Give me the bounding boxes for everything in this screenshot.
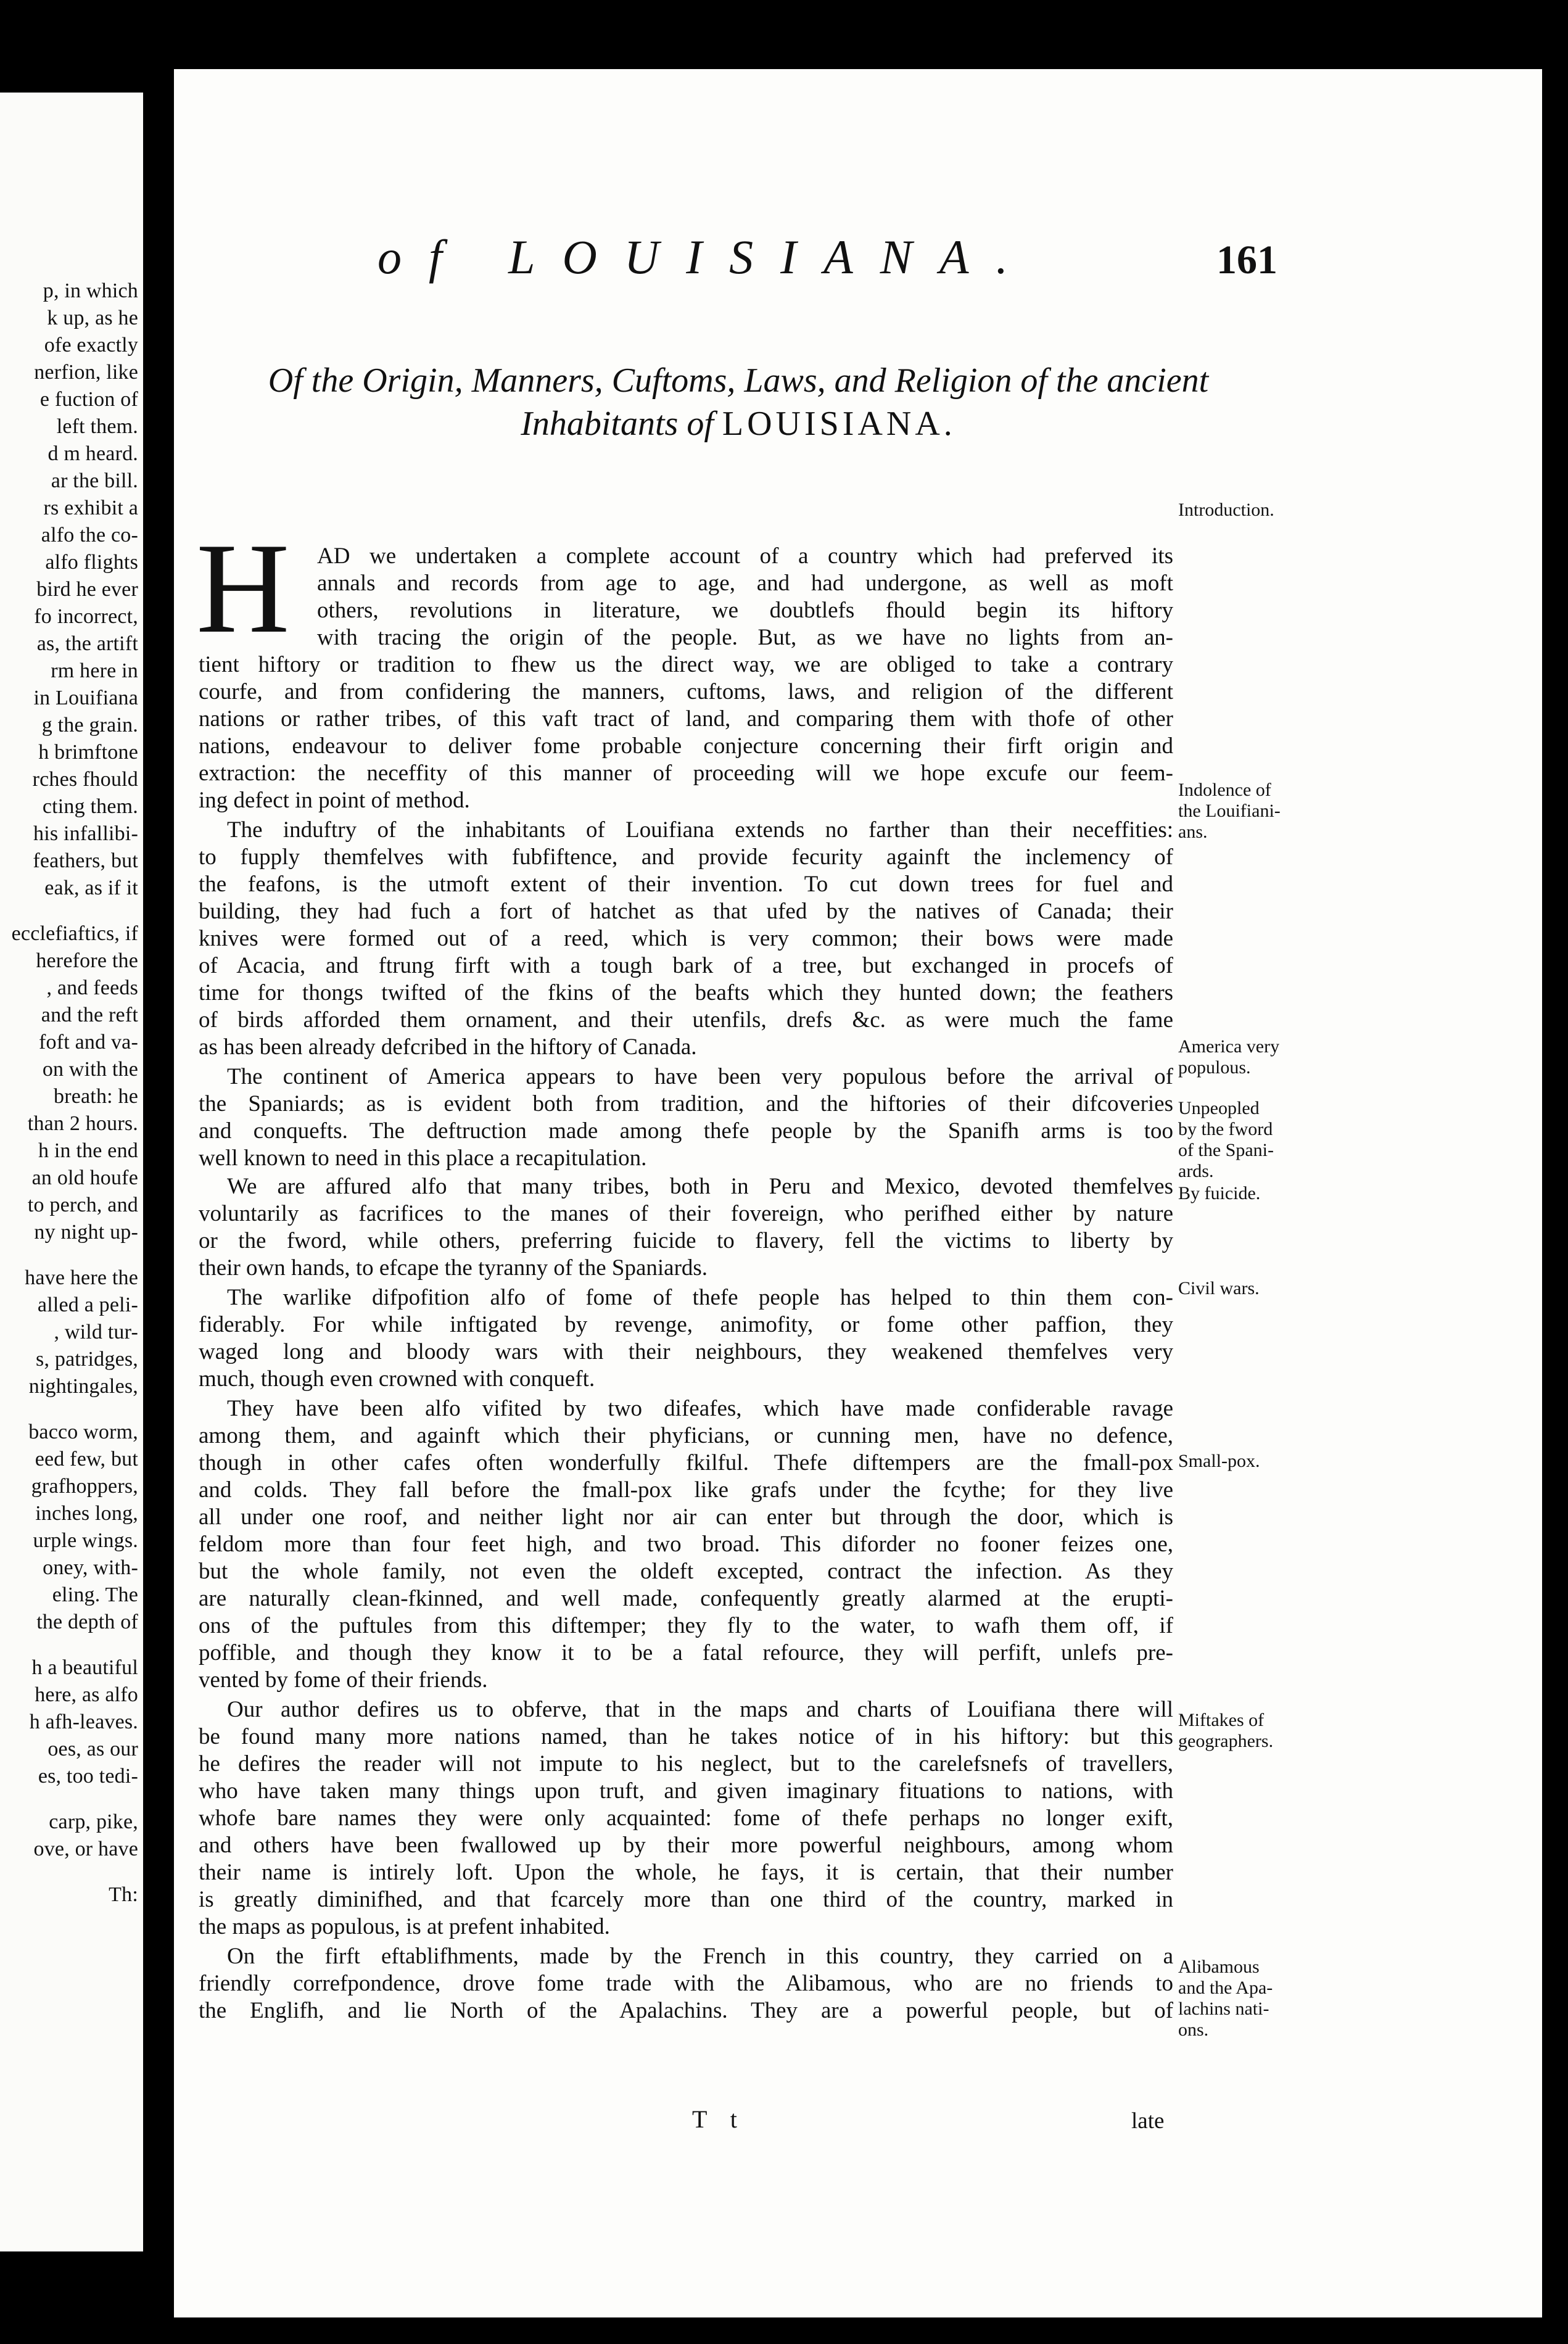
previous-page-line: his infallibi- xyxy=(33,822,138,845)
previous-page-line: e fuction of xyxy=(39,388,138,411)
body-line: The induftry of the inhabitants of Louifiana extends no farther than their neceffities: xyxy=(227,817,1173,843)
body-line: ing defect in point of method. xyxy=(199,788,470,813)
body-line: but the whole family, not even the oldeft excepted, contract the infection. As they xyxy=(199,1559,1173,1584)
body-line: feldom more than four feet high, and two broad. This diforder no fooner feizes one, xyxy=(199,1532,1173,1557)
body-line: Our author defires us to obferve, that in the maps and charts of Louifiana there will xyxy=(227,1697,1173,1722)
body-line: of Acacia, and ftrung firft with a tough bark of a tree, but exchanged in procefs of xyxy=(199,953,1173,978)
body-line: and others have been fwallowed up by their more powerful neighbours, among whom xyxy=(199,1833,1173,1858)
margin-note: of the Spani- xyxy=(1178,1140,1274,1160)
margin-note: geographers. xyxy=(1178,1731,1274,1751)
body-line: all under one roof, and neither light nor air can enter but through the door, which is xyxy=(199,1504,1173,1530)
body-line: and colds. They fall before the fmall-pox like grafs under the fcythe; for they live xyxy=(199,1477,1173,1503)
body-line: friendly correfpondence, drove fome trade with the Alibamous, who are no friends to xyxy=(199,1971,1173,1996)
previous-page-line: bacco worm, xyxy=(28,1421,138,1443)
previous-page-line: k up, as he xyxy=(47,307,138,329)
body-line: the Englifh, and lie North of the Apalachins. They are a powerful people, but of xyxy=(199,1998,1173,2023)
margin-note: ons. xyxy=(1178,2020,1209,2040)
body-line: much, though even crowned with conqueft. xyxy=(199,1366,595,1392)
previous-page-line: h brimftone xyxy=(38,741,138,764)
previous-page-line: to perch, and xyxy=(27,1194,138,1216)
body-line: The continent of America appears to have been very populous before the arrival of xyxy=(227,1064,1173,1089)
body-line: and conquefts. The deftruction made among thefe people by the Spanifh arms is too xyxy=(199,1118,1173,1144)
chapter-title-prefix: Inhabitants of xyxy=(521,405,722,443)
previous-page-line: h afh-leaves. xyxy=(29,1711,138,1733)
previous-page-line: g the grain. xyxy=(41,714,138,737)
previous-page-line: bird he ever xyxy=(36,578,138,601)
margin-note: lachins nati- xyxy=(1178,1999,1269,2019)
body-line: poffible, and though they know it to be a fatal refource, they will perfift, unlefs pre- xyxy=(199,1640,1173,1665)
chapter-title xyxy=(199,359,1278,445)
body-line: others, revolutions in literature, we doubtlefs fhould begin its hiftory xyxy=(317,598,1173,623)
drop-cap: H xyxy=(196,517,290,660)
margin-note: the Louifiani- xyxy=(1178,801,1281,821)
body-line: courfe, and from confidering the manners, cuftoms, laws, and religion of the different xyxy=(199,679,1173,704)
margin-note: ards. xyxy=(1178,1161,1214,1181)
previous-page-line: , wild tur- xyxy=(54,1321,138,1343)
previous-page-line: nightingales, xyxy=(28,1375,138,1398)
previous-page-line: ar the bill. xyxy=(51,469,138,492)
body-line: to fupply themfelves with fubfiftence, and provide fecurity againft the inclemency of xyxy=(199,844,1173,870)
margin-note: Small-pox. xyxy=(1178,1451,1260,1471)
body-line: he defires the reader will not impute to his neglect, but to the carelefsnefs of travellers, xyxy=(199,1751,1173,1777)
previous-page-line: alled a peli- xyxy=(37,1294,138,1316)
body-line: They have been alfo vifited by two difeafes, which have made confiderable ravage xyxy=(227,1396,1173,1421)
margin-note: Civil wars. xyxy=(1178,1278,1260,1298)
body-line: building, they had fuch a fort of hatchet as that ufed by the natives of Canada; their xyxy=(199,899,1173,924)
page-number: 161 xyxy=(1216,237,1277,283)
previous-page-line: grafhoppers, xyxy=(31,1475,138,1498)
body-line: be found many more nations named, than he takes notice of in his hiftory: but this xyxy=(199,1724,1173,1749)
body-line: tient hiftory or tradition to fhew us the direct way, we are obliged to take a contrary xyxy=(199,652,1173,677)
margin-note: populous. xyxy=(1178,1057,1251,1078)
running-head: of LOUISIANA. xyxy=(378,230,1035,284)
previous-page-line: on with the xyxy=(42,1058,138,1081)
previous-page-line: oney, with- xyxy=(43,1556,138,1579)
body-line: among them, and againft which their phyficians, or cunning men, have no defence, xyxy=(199,1423,1173,1448)
previous-page-line: have here the xyxy=(25,1266,138,1289)
previous-page-line: carp, pike, xyxy=(49,1810,138,1833)
body-line: of birds afforded them ornament, and their utenfils, drefs &c. as were much the fame xyxy=(199,1007,1173,1033)
body-line: ons of the puftules from this diftemper; they fly to the water, to wafh them off, if xyxy=(199,1613,1173,1638)
book-page xyxy=(174,69,1542,2317)
previous-page-line: ove, or have xyxy=(33,1838,138,1860)
body-line: who have taken many things upon truft, and given imaginary fituations to nations, with xyxy=(199,1778,1173,1804)
previous-page-line: rches fhould xyxy=(32,768,138,791)
chapter-title-line-2 xyxy=(199,402,1278,445)
margin-note: Alibamous xyxy=(1178,1957,1260,1977)
body-line: AD we undertaken a complete account of a country which had preferved its xyxy=(317,543,1173,569)
body-line: the maps as populous, is at prefent inhabited. xyxy=(199,1914,610,1939)
body-line: nations or rather tribes, of this vaft tract of land, and comparing them with thofe of other xyxy=(199,706,1173,732)
previous-page-line: here, as alfo xyxy=(35,1683,138,1706)
previous-page-line: d m heard. xyxy=(47,442,138,465)
body-line: voluntarily as facrifices to the manes of their fovereign, who perifhed either by nature xyxy=(199,1201,1173,1226)
body-line: the Spaniards; as is evident both from tradition, and the hiftories of their difcoveries xyxy=(199,1091,1173,1116)
body-line: knives were formed out of a reed, which is very common; their bows were made xyxy=(199,926,1173,951)
body-line: On the firft eftablifhments, made by the French in this country, they carried on a xyxy=(227,1944,1173,1969)
previous-page-line: eak, as if it xyxy=(44,877,138,899)
previous-page-line: feathers, but xyxy=(33,849,138,872)
margin-note: and the Apa- xyxy=(1178,1978,1273,1998)
margin-note: Miftakes of xyxy=(1178,1710,1265,1730)
previous-page-line: ecclefiaftics, if xyxy=(11,922,138,945)
signature-mark: T t xyxy=(692,2105,746,2133)
body-line: waged long and bloody wars with their neighbours, they weakened themfelves very xyxy=(199,1339,1173,1364)
body-line: well known to need in this place a recapitulation. xyxy=(199,1145,647,1171)
chapter-title-place: LOUISIANA. xyxy=(722,405,956,443)
previous-page-line: inches long, xyxy=(35,1502,138,1525)
margin-note: Introduction. xyxy=(1178,500,1274,520)
previous-page-line: cting them. xyxy=(42,795,138,818)
previous-page-line: h a beautiful xyxy=(31,1656,138,1679)
body-line: nations, endeavour to deliver fome probable conjecture concerning their firft origin and xyxy=(199,733,1173,759)
previous-page-line: alfo flights xyxy=(45,551,138,574)
previous-page-line: eed few, but xyxy=(35,1448,138,1471)
margin-note: ans. xyxy=(1178,822,1208,842)
body-line: though in other cafes often wonderfully fkilful. Thefe diftempers are the fmall-pox xyxy=(199,1450,1173,1475)
previous-page-line: rm here in xyxy=(51,659,138,682)
body-line: with tracing the origin of the people. But, as we have no lights from an- xyxy=(317,625,1173,650)
body-line: are naturally clean-fkinned, and well made, confequently greatly alarmed at the erupti- xyxy=(199,1586,1173,1611)
previous-page-fragment xyxy=(0,93,143,2251)
previous-page-line: left them. xyxy=(56,415,138,438)
catchword: late xyxy=(1131,2108,1165,2134)
margin-note: Indolence of xyxy=(1178,780,1271,800)
previous-page-line: rs exhibit a xyxy=(43,497,138,519)
previous-page-line: an old houfe xyxy=(31,1166,138,1189)
previous-page-line: and the reft xyxy=(41,1004,138,1026)
body-line: The warlike difpofition alfo of fome of thefe people has helped to thin them con- xyxy=(227,1285,1173,1310)
previous-page-line: breath: he xyxy=(54,1085,138,1108)
body-line: time for thongs twifted of the fkins of the beafts which they hunted down; the feathers xyxy=(199,980,1173,1005)
body-line: the feafons, is the utmoft extent of their invention. To cut down trees for fuel and xyxy=(199,872,1173,897)
margin-note: By fuicide. xyxy=(1178,1183,1261,1203)
previous-page-line: h in the end xyxy=(38,1139,138,1162)
body-line: as has been already defcribed in the hiftory of Canada. xyxy=(199,1034,697,1060)
body-line: their name is intirely loft. Upon the whole, he fays, it is certain, that their number xyxy=(199,1860,1173,1885)
previous-page-line: in Louifiana xyxy=(33,687,138,709)
body-line: fiderably. For while inftigated by revenge, animofity, or fome other paffion, they xyxy=(199,1312,1173,1337)
previous-page-line: fo incorrect, xyxy=(34,605,138,628)
previous-page-line: , and feeds xyxy=(46,976,138,999)
previous-page-line: Th: xyxy=(109,1883,138,1906)
previous-page-line: alfo the co- xyxy=(41,524,138,547)
previous-page-line: than 2 hours. xyxy=(27,1112,138,1135)
previous-page-line: nerfion, like xyxy=(34,361,138,384)
previous-page-line: urple wings. xyxy=(33,1529,138,1552)
body-line: vented by fome of their friends. xyxy=(199,1667,488,1693)
body-line: whofe bare names they were only acquainted: fome of thefe perhaps no longer exift, xyxy=(199,1805,1173,1831)
previous-page-line: oes, as our xyxy=(47,1738,138,1760)
body-line: their own hands, to efcape the tyranny of the Spaniards. xyxy=(199,1255,708,1281)
body-line: We are affured alfo that many tribes, both in Peru and Mexico, devoted themfelves xyxy=(227,1174,1173,1199)
body-line: annals and records from age to age, and had undergone, as well as moft xyxy=(317,571,1173,596)
previous-page-line: foft and va- xyxy=(39,1031,138,1054)
margin-note: Unpeopled xyxy=(1178,1098,1260,1118)
previous-page-line: as, the artift xyxy=(36,632,138,655)
chapter-title-line-1: Of the Origin, Manners, Cuftoms, Laws, and Religion of the ancient xyxy=(268,361,1209,400)
previous-page-line: s, patridges, xyxy=(36,1348,138,1371)
body-line: is greatly diminifhed, and that fcarcely more than one third of the country, marked in xyxy=(199,1887,1173,1912)
margin-note: by the fword xyxy=(1178,1119,1273,1139)
previous-page-line: es, too tedi- xyxy=(38,1765,138,1788)
previous-page-line: herefore the xyxy=(36,949,138,972)
body-line: extraction: the neceffity of this manner of proceeding will we hope excufe our feem- xyxy=(199,761,1173,786)
previous-page-line: the depth of xyxy=(36,1611,138,1633)
margin-note: America very xyxy=(1178,1036,1280,1057)
body-line: or the fword, while others, preferring fuicide to flavery, fell the victims to liberty by xyxy=(199,1228,1173,1253)
previous-page-line: ofe exactly xyxy=(44,334,138,357)
previous-page-line: p, in which xyxy=(43,279,138,302)
previous-page-line: eling. The xyxy=(52,1583,138,1606)
previous-page-line: ny night up- xyxy=(34,1221,138,1244)
